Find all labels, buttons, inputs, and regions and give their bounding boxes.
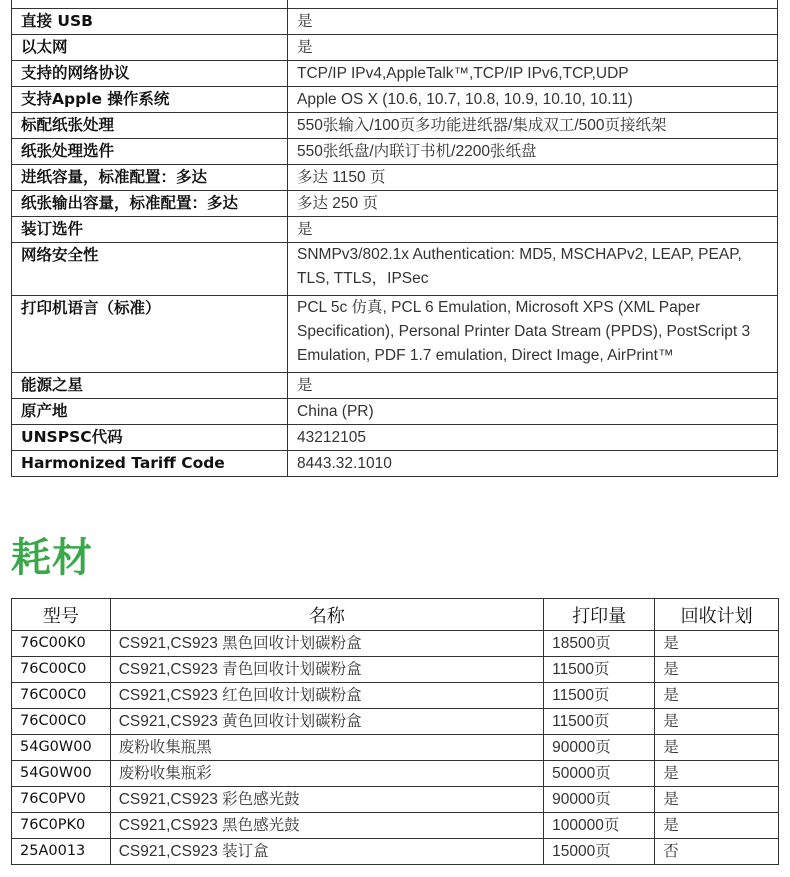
cell-recycle: 是 [655, 709, 779, 735]
cell-model: 76C00C0 [12, 657, 111, 683]
header-recycle: 回收计划 [655, 599, 779, 631]
table-row [12, 709, 779, 735]
spec-value: 550张输入/100页多功能进纸器/集成双工/500页接纸架 [288, 113, 778, 139]
spec-label: 装订选件 [12, 217, 288, 243]
cell-yield: 90000页 [544, 787, 655, 813]
table-row [12, 683, 779, 709]
spec-row-ethernet [12, 35, 778, 61]
spec-label: 纸张处理选件 [12, 139, 288, 165]
spec-value: 多达 250 页 [288, 191, 778, 217]
spec-label: 支持Apple 操作系统 [12, 87, 288, 113]
spec-row-paper-handling [12, 113, 778, 139]
spec-row-security [12, 243, 778, 296]
spec-label [12, 0, 288, 9]
cell-yield: 90000页 [544, 735, 655, 761]
cell-model: 76C0PV0 [12, 787, 111, 813]
spec-value: 43212105 [288, 425, 778, 451]
cell-recycle: 是 [655, 787, 779, 813]
table-row [12, 761, 779, 787]
spec-row-output-capacity [12, 191, 778, 217]
spec-value: 是 [288, 217, 778, 243]
table-row [12, 735, 779, 761]
spec-label: 标配纸张处理 [12, 113, 288, 139]
supplies-header-row [12, 599, 779, 631]
cell-recycle: 是 [655, 813, 779, 839]
spec-label: 能源之星 [12, 373, 288, 399]
table-row [12, 787, 779, 813]
spec-row-binding [12, 217, 778, 243]
table-row [12, 631, 779, 657]
cell-model: 76C00C0 [12, 709, 111, 735]
supplies-heading: 耗材 [11, 535, 93, 581]
spec-value: 8443.32.1010 [288, 451, 778, 477]
spec-row-languages [12, 296, 778, 373]
cell-yield: 11500页 [544, 657, 655, 683]
cell-yield: 11500页 [544, 683, 655, 709]
spec-label: 进纸容量，标准配置：多达 [12, 165, 288, 191]
cell-model: 25A0013 [12, 839, 111, 865]
cell-model: 54G0W00 [12, 735, 111, 761]
cell-name: CS921,CS923 红色回收计划碳粉盒 [110, 683, 543, 709]
cell-model: 54G0W00 [12, 761, 111, 787]
spec-label: UNSPSC代码 [12, 425, 288, 451]
cell-yield: 18500页 [544, 631, 655, 657]
cell-name: CS921,CS923 黑色回收计划碳粉盒 [110, 631, 543, 657]
table-row [12, 839, 779, 865]
spec-label: 支持的网络协议 [12, 61, 288, 87]
cell-yield: 100000页 [544, 813, 655, 839]
cell-yield: 15000页 [544, 839, 655, 865]
spec-value: China (PR) [288, 399, 778, 425]
spec-value: 550张纸盘/内联订书机/2200张纸盘 [288, 139, 778, 165]
spec-label: 原产地 [12, 399, 288, 425]
cell-recycle: 是 [655, 631, 779, 657]
table-row [12, 657, 779, 683]
spec-label: Harmonized Tariff Code [12, 451, 288, 477]
header-name: 名称 [110, 599, 543, 631]
cell-recycle: 是 [655, 761, 779, 787]
cell-model: 76C00C0 [12, 683, 111, 709]
spec-value: 是 [288, 9, 778, 35]
header-model: 型号 [12, 599, 111, 631]
spec-value: 是 [288, 373, 778, 399]
cell-name: CS921,CS923 黑色感光鼓 [110, 813, 543, 839]
cell-yield: 50000页 [544, 761, 655, 787]
cell-name: CS921,CS923 彩色感光鼓 [110, 787, 543, 813]
cell-name: 废粉收集瓶黑 [110, 735, 543, 761]
spec-row-protocols [12, 61, 778, 87]
spec-row-partial [12, 0, 778, 9]
spec-row-energy-star [12, 373, 778, 399]
spec-label: 网络安全性 [12, 243, 288, 296]
cell-name: CS921,CS923 黄色回收计划碳粉盒 [110, 709, 543, 735]
spec-row-apple-os [12, 87, 778, 113]
cell-recycle: 是 [655, 735, 779, 761]
cell-model: 76C0PK0 [12, 813, 111, 839]
cell-yield: 11500页 [544, 709, 655, 735]
spec-value [288, 0, 778, 9]
spec-value: 多达 1150 页 [288, 165, 778, 191]
spec-label: 打印机语言（标准） [12, 296, 288, 373]
header-yield: 打印量 [544, 599, 655, 631]
cell-model: 76C00K0 [12, 631, 111, 657]
cell-recycle: 是 [655, 657, 779, 683]
spec-value: TCP/IP IPv4,AppleTalk™,TCP/IP IPv6,TCP,UDP [288, 61, 778, 87]
spec-row-origin [12, 399, 778, 425]
spec-value: SNMPv3/802.1x Authentication: MD5, MSCHAPv2, LEAP, PEAP, TLS, TTLS，IPSec [288, 243, 778, 296]
spec-value: PCL 5c 仿真, PCL 6 Emulation, Microsoft XPS (XML Paper Specification), Personal Printer Data Stream (PPDS), PostScript 3 Emulation, PDF 1.7 emulation, Direct Image, AirPrint™ [288, 296, 778, 373]
supplies-table [11, 598, 779, 865]
table-row [12, 813, 779, 839]
spec-table [11, 0, 778, 477]
spec-label: 纸张输出容量，标准配置：多达 [12, 191, 288, 217]
spec-value: Apple OS X (10.6, 10.7, 10.8, 10.9, 10.10, 10.11) [288, 87, 778, 113]
cell-name: CS921,CS923 装订盒 [110, 839, 543, 865]
cell-recycle: 否 [655, 839, 779, 865]
spec-row-tariff [12, 451, 778, 477]
cell-recycle: 是 [655, 683, 779, 709]
cell-name: 废粉收集瓶彩 [110, 761, 543, 787]
spec-row-paper-options [12, 139, 778, 165]
spec-row-unspsc [12, 425, 778, 451]
spec-row-input-capacity [12, 165, 778, 191]
spec-row-usb [12, 9, 778, 35]
spec-label: 直接 USB [12, 9, 288, 35]
cell-name: CS921,CS923 青色回收计划碳粉盒 [110, 657, 543, 683]
spec-label: 以太网 [12, 35, 288, 61]
spec-value: 是 [288, 35, 778, 61]
